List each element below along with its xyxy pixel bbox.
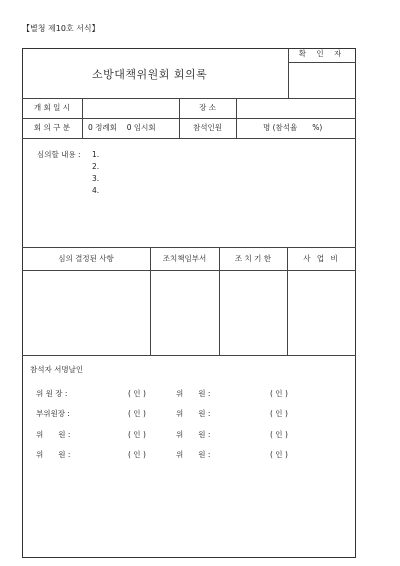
form-number: 【별청 제10호 서식】: [22, 24, 100, 33]
seal-mark[interactable]: ( 인 ): [270, 409, 288, 418]
info-divider-1: [82, 98, 83, 138]
confirm-underline: [288, 62, 356, 63]
form-title: 소방대책위원회 회의록: [92, 68, 208, 81]
signer-right-role: 위 원 :: [176, 430, 211, 439]
agenda-item: 4.: [92, 186, 100, 195]
datetime-field[interactable]: [84, 100, 177, 116]
decision-divider-2: [219, 247, 220, 355]
col-decision: 심의 결정된 사항: [58, 254, 114, 263]
signer-right-role: 위 원 :: [176, 450, 211, 459]
decision-divider-3: [287, 247, 288, 355]
place-label: 장 소: [199, 103, 216, 112]
seal-mark[interactable]: ( 인 ): [128, 409, 146, 418]
info-divider-3: [236, 98, 237, 138]
seal-mark[interactable]: ( 인 ): [128, 430, 146, 439]
signer-left-role: 위 원 :: [36, 450, 71, 459]
decision-bottom-line: [22, 355, 356, 356]
seal-mark[interactable]: ( 인 ): [270, 389, 288, 398]
agenda-item: 3.: [92, 174, 100, 183]
row1-bottom-line: [22, 118, 356, 119]
signature-heading: 참석자 서명날인: [30, 365, 84, 374]
col-responsible-dept: 조치책임부서: [162, 254, 207, 263]
header-bottom-line: [22, 98, 356, 99]
agenda-item: 1.: [92, 150, 100, 159]
confirm-label: 확 인 자: [298, 49, 346, 58]
seal-mark[interactable]: ( 인 ): [128, 450, 146, 459]
signer-left-role: 위 원 장 :: [36, 389, 68, 398]
meeting-type-label: 회 의 구 분: [33, 123, 71, 132]
attendee-label: 참석인원: [193, 123, 222, 132]
signer-left-role: 부위원장 :: [36, 409, 70, 418]
datetime-label: 개 회 일 시: [33, 103, 71, 112]
col-budget: 사 업 비: [303, 254, 340, 263]
signer-left-role: 위 원 :: [36, 430, 71, 439]
decision-divider-1: [150, 247, 151, 355]
seal-mark[interactable]: ( 인 ): [270, 450, 288, 459]
attendee-value[interactable]: 명 (참석율 %): [263, 123, 323, 132]
signer-right-role: 위 원 :: [176, 389, 211, 398]
agenda-bottom-line: [22, 247, 356, 248]
place-field[interactable]: [238, 100, 354, 116]
col-deadline: 조 치 기 한: [234, 254, 272, 263]
agenda-item: 2.: [92, 162, 100, 171]
decision-header-bottom-line: [22, 270, 356, 271]
seal-mark[interactable]: ( 인 ): [270, 430, 288, 439]
signer-right-role: 위 원 :: [176, 409, 211, 418]
agenda-label: 심의할 내용 :: [37, 150, 81, 159]
meeting-type-options[interactable]: 0 정례회 0 임시회: [88, 123, 156, 132]
row2-bottom-line: [22, 138, 356, 139]
seal-mark[interactable]: ( 인 ): [128, 389, 146, 398]
